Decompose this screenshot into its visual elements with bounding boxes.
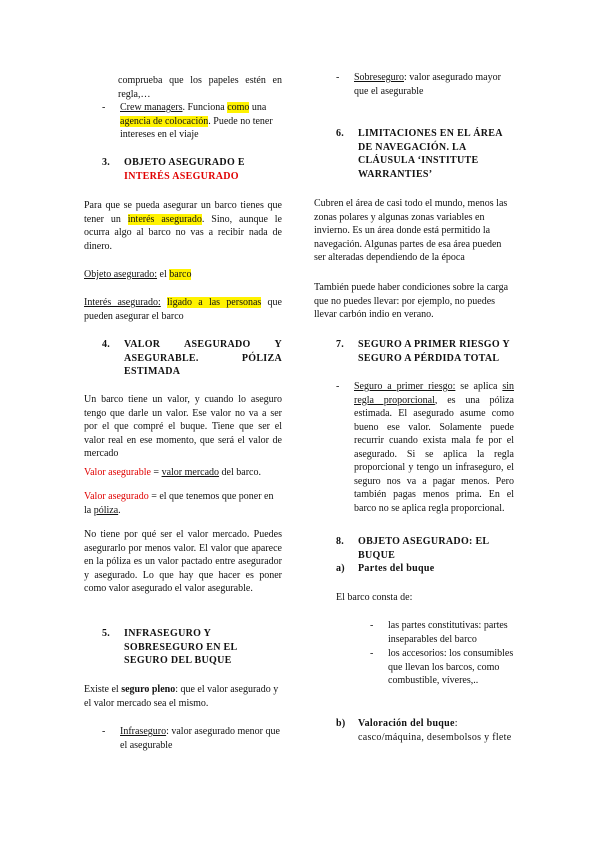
bullet-dash: - xyxy=(102,102,106,113)
subsection-letter: b) xyxy=(336,718,346,729)
section-3-heading: 3. OBJETO ASEGURADO E INTERÉS ASEGURADO xyxy=(102,156,282,183)
bullet-infraseguro: - Infraseguro: valor asegurado menor que el asegurable xyxy=(102,726,280,751)
subsection-a-heading: a) Partes del buque xyxy=(336,563,435,574)
paragraph-barco-consta: El barco consta de: xyxy=(336,592,413,603)
list-item: - las partes constitutivas: partes inseparables del barco xyxy=(370,620,508,645)
paragraph-interes: Para que se pueda asegurar un barco tienes que tener un interés asegurado. Sino, aunque le ocurra algo al barco no vas a recibir nada de dinero. xyxy=(84,200,282,252)
section-number: 4. xyxy=(102,339,111,350)
bullet-dash: - xyxy=(370,620,374,631)
highlight-ligado: ligado a las personas xyxy=(167,297,262,308)
paragraph-condiciones-carga: También puede haber condiciones sobre la carga que no puedes llevar: por ejemplo, no puedes llevar carbón indio en verano. xyxy=(314,282,509,320)
highlight-como: como xyxy=(227,102,250,113)
highlight-agencia: agencia de colocación xyxy=(120,115,209,127)
bullet-sobreseguro: - Sobreseguro: valor asegurado mayor que el asegurable xyxy=(336,72,501,97)
heading-red: INTERÉS ASEGURADO xyxy=(124,170,239,182)
list-item: - los accesorios: los consumibles que llevan los barcos, como combustible, víveres,.. xyxy=(370,648,514,686)
section-number: 8. xyxy=(336,536,345,547)
bullet-dash: - xyxy=(336,72,340,83)
paragraph-valor: Un barco tiene un valor, y cuando lo aseguro tengo que darle un valor. Ese valor no va a ser por el que compré el buque. Tiene que ser el valor real en ese momento, que será el valor de mercado xyxy=(84,394,282,459)
bullet-primer-riesgo: - Seguro a primer riesgo: se aplica sin regla proporcional, es una póliza estimada. El asegurado asume como bueno ese valor. Solamente puede recurrir cuando exista mala fe por el asegurado. Si se aplica la regla proporcional y tengo un infraseguro, el seguro nos va a pagar menos. Pero también pagas menos prima. En el barco no se aplica regla proporcional. xyxy=(336,381,515,514)
subsection-b-heading: b) Valoración del buque: casco/máquina, desembolsos y flete xyxy=(336,718,512,743)
paragraph-valor-asegurado: Valor asegurado = el que tenemos que poner en la póliza. xyxy=(84,491,274,516)
section-number: 6. xyxy=(336,128,345,139)
section-6-heading: 6. LIMITACIONES EN EL ÁREA DE NAVEGACIÓN. LA CLÁUSULA ‘INSTITUTE WARRANTIES’ xyxy=(336,128,503,180)
paragraph-poliza: No tiene por qué ser el valor mercado. Puedes asegurarlo por menos valor. El valor que aparece en la póliza es un valor pactado entre asegurador y asegurado. Lo que hay que hacer es poner como valor asegurado el valor asegurable. xyxy=(84,529,282,594)
bullet-dash: - xyxy=(370,648,374,659)
section-number: 5. xyxy=(102,628,111,639)
bullet-dash: - xyxy=(336,381,340,392)
section-5-heading: 5. INFRASEGURO Y SOBRESEGURO EN EL SEGURO DEL BUQUE xyxy=(102,628,238,666)
subsection-letter: a) xyxy=(336,563,345,574)
bullet-dash: - xyxy=(102,726,106,737)
paragraph-area-navegacion: Cubren el área de casi todo el mundo, menos las zonas polares y algunas zonas variables en invierno. Es un área donde está permitido la navegación. Algunas partes de esa área pueden ser alteradas dependiendo de la época xyxy=(314,198,508,263)
paragraph-objeto-asegurado: Objeto asegurado: el barco xyxy=(84,269,192,280)
section-number: 3. xyxy=(102,157,111,168)
section-4-heading: 4. VALOR ASEGURADO Y ASEGURABLE. PÓLIZA ESTIMADA xyxy=(102,339,282,377)
section-8-heading: 8. OBJETO ASEGURADO: EL BUQUE xyxy=(336,536,490,561)
section-number: 7. xyxy=(336,339,345,350)
term-crew-managers: Crew managers xyxy=(120,102,183,113)
continuation-text: comprueba que los papeles estén en regla,… xyxy=(118,75,282,100)
highlight-interes-asegurado: interés asegurado xyxy=(127,213,202,225)
paragraph-interes-asegurado: Interés asegurado: ligado a las personas que pueden asegurar el barco xyxy=(84,297,282,322)
paragraph-valor-asegurable: Valor asegurable = valor mercado del barco. xyxy=(84,467,261,478)
section-7-heading: 7. SEGURO A PRIMER RIESGO Y SEGURO A PÉRDIDA TOTAL xyxy=(336,339,510,364)
paragraph-seguro-pleno: Existe el seguro pleno: que el valor asegurado y el valor mercado sea el mismo. xyxy=(84,684,279,709)
highlight-barco: barco xyxy=(169,269,192,280)
bullet-crew-managers: - Crew managers. Funciona como una agencia de colocación. Puede no tener intereses en el viaje xyxy=(102,102,273,140)
